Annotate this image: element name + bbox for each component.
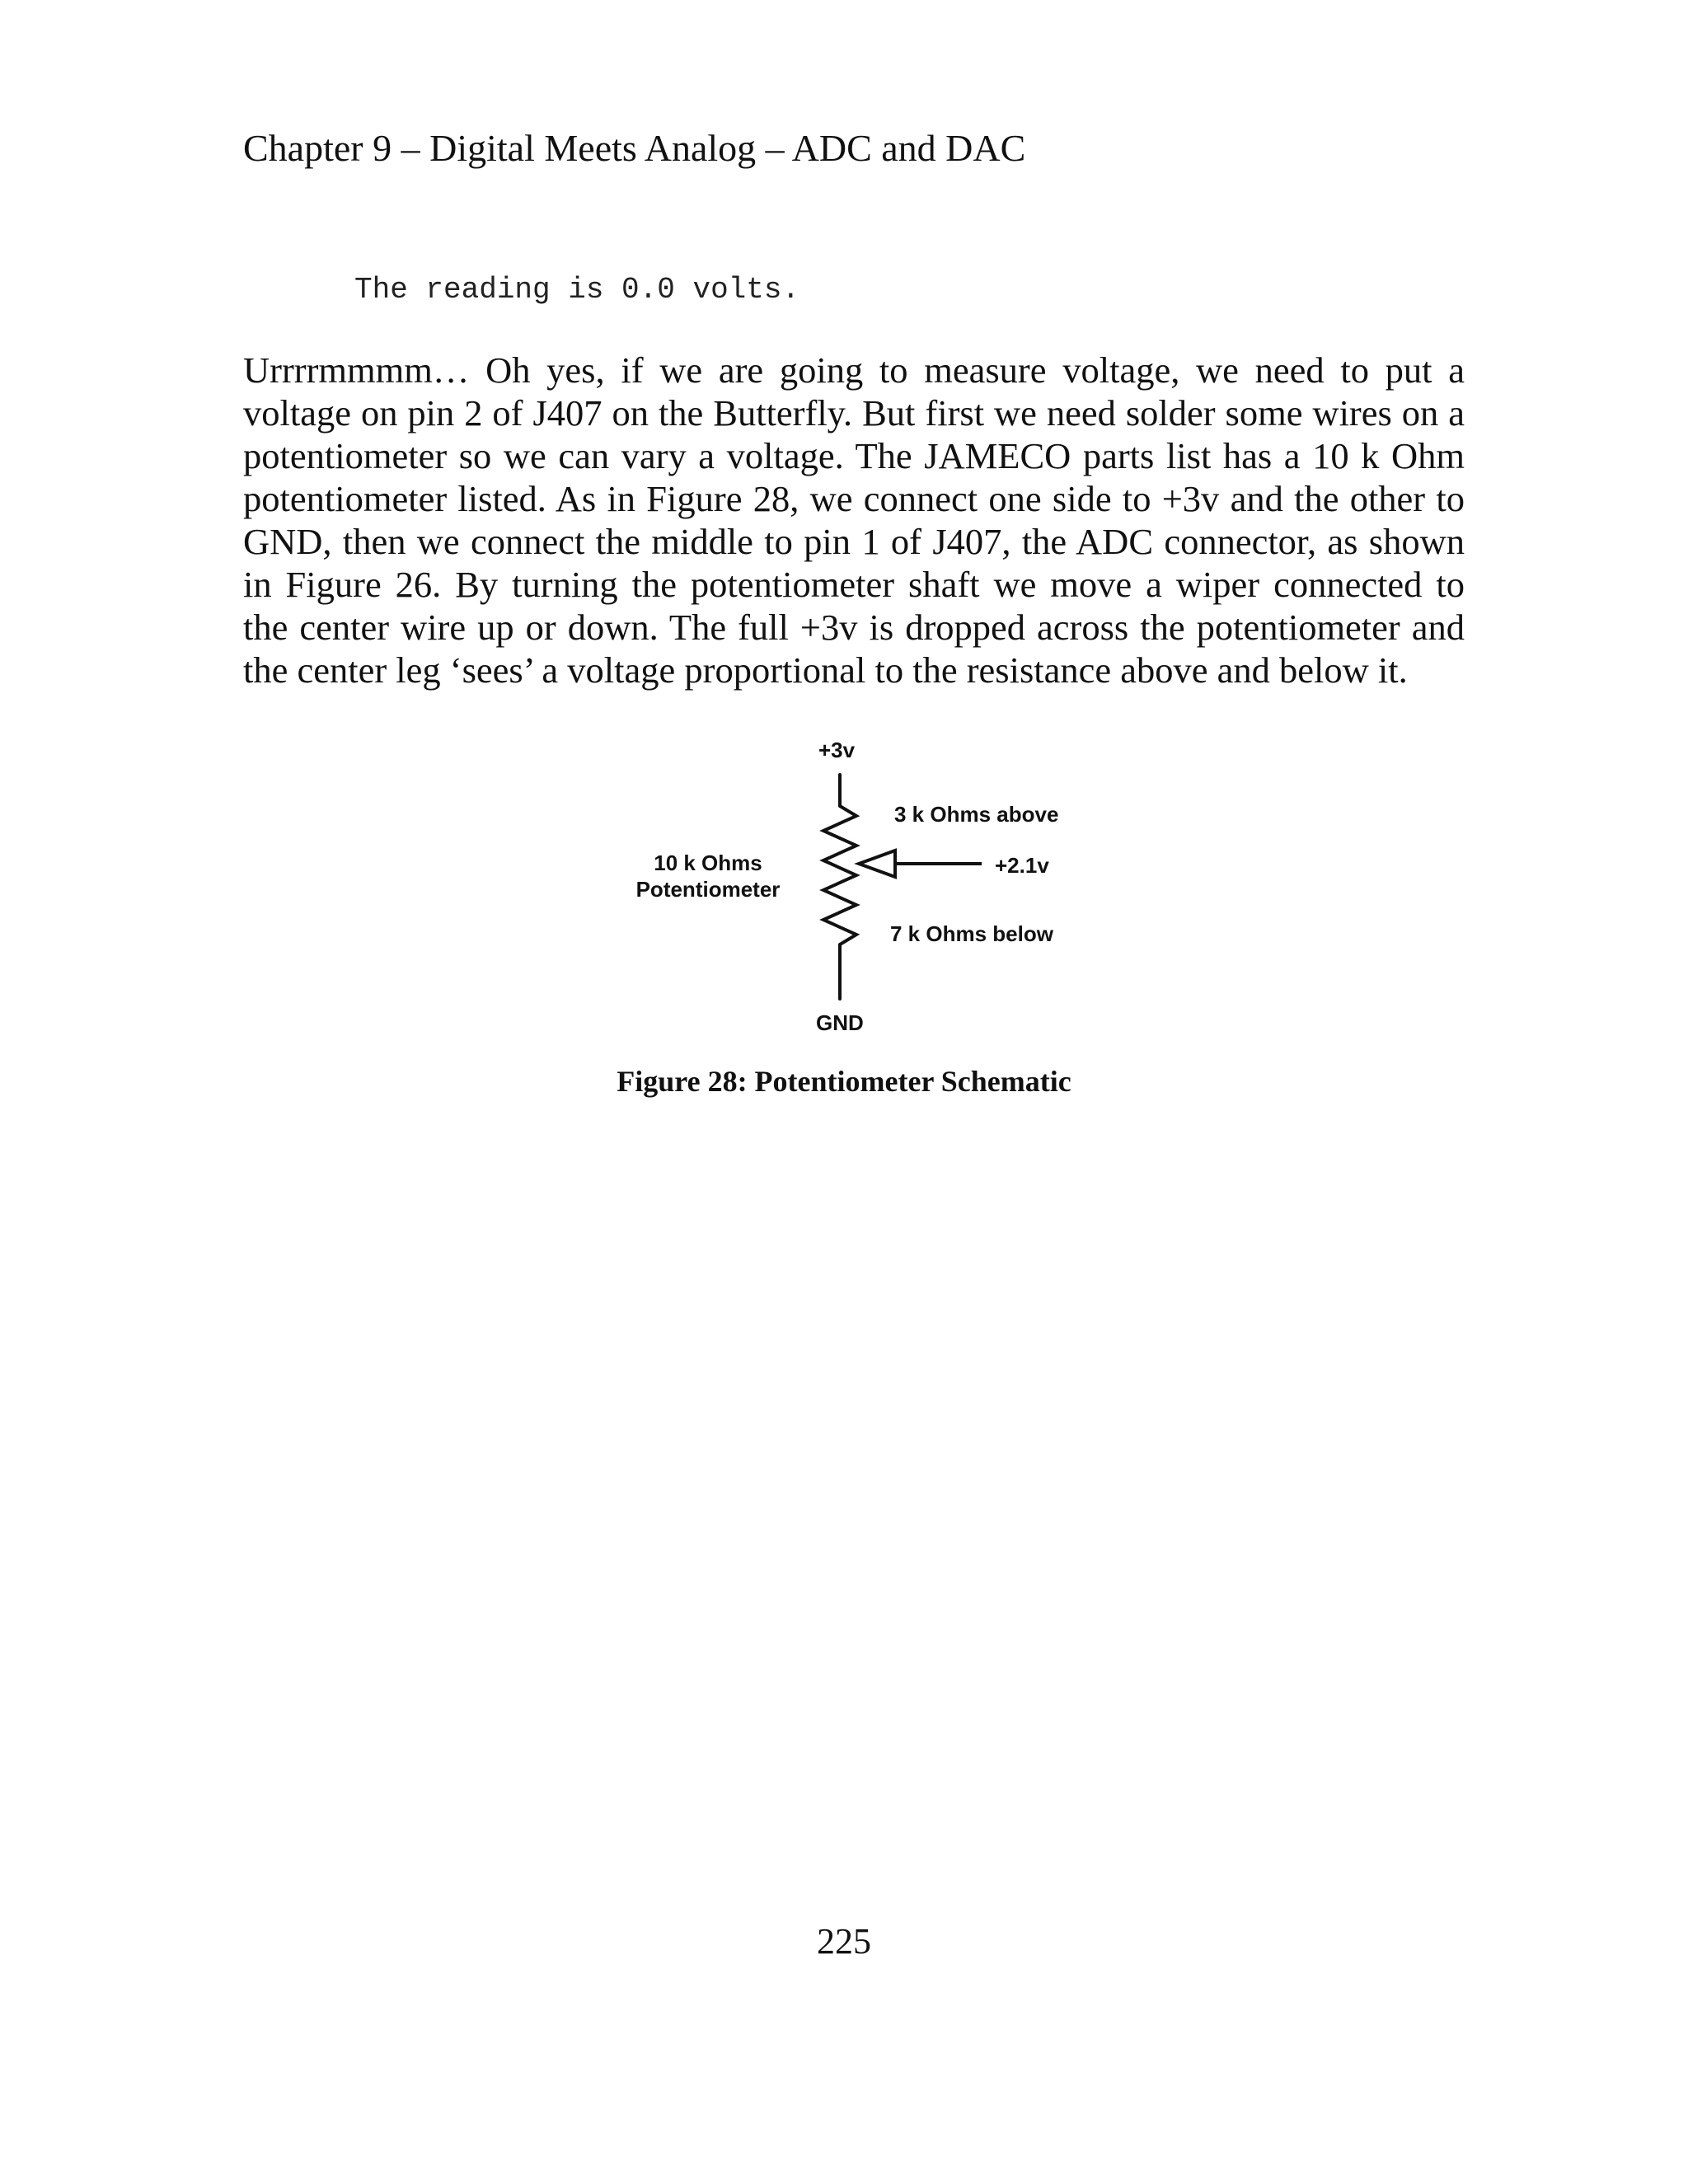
running-header: Chapter 9 – Digital Meets Analog – ADC and DAC	[243, 127, 1026, 169]
page-number: 225	[817, 1921, 871, 1961]
below-resistance-label: 7 k Ohms below	[890, 921, 1053, 946]
potentiometer-name-label: Potentiometer	[635, 877, 781, 902]
above-resistance-label: 3 k Ohms above	[894, 802, 1059, 827]
paragraph-line: the center leg ‘sees’ a voltage proportional to the resistance above and below it.	[243, 649, 1408, 691]
paragraph-line: voltage on pin 2 of J407 on the Butterfly. But first we need solder some wires on a	[243, 392, 1465, 434]
paragraph-line: Urrrrmmmm… Oh yes, if we are going to measure voltage, we need to put a	[243, 349, 1465, 391]
paragraph-line: the center wire up or down. The full +3v is dropped across the potentiometer and	[243, 607, 1465, 648]
resistor-zigzag	[823, 806, 856, 944]
wiper-arrowhead	[859, 851, 895, 877]
potentiometer-value-label: 10 k Ohms	[654, 851, 762, 875]
body-paragraph	[243, 349, 1465, 691]
supply-label: +3v	[818, 738, 856, 762]
ground-label: GND	[816, 1010, 864, 1035]
paragraph-line: in Figure 26. By turning the potentiometer shaft we move a wiper connected to	[243, 564, 1465, 605]
figure-caption: Figure 28: Potentiometer Schematic	[617, 1065, 1071, 1098]
wiper-voltage-label: +2.1v	[995, 853, 1049, 878]
paragraph-line: potentiometer listed. As in Figure 28, we connect one side to +3v and the other to	[243, 478, 1465, 519]
code-output-line: The reading is 0.0 volts.	[354, 273, 800, 307]
potentiometer-label	[610, 850, 806, 902]
potentiometer-schematic	[610, 725, 1104, 1055]
paragraph-line: GND, then we connect the middle to pin 1 of J407, the ADC connector, as shown	[243, 521, 1465, 562]
paragraph-line: potentiometer so we can vary a voltage. The JAMECO parts list has a 10 k Ohm	[243, 435, 1465, 476]
